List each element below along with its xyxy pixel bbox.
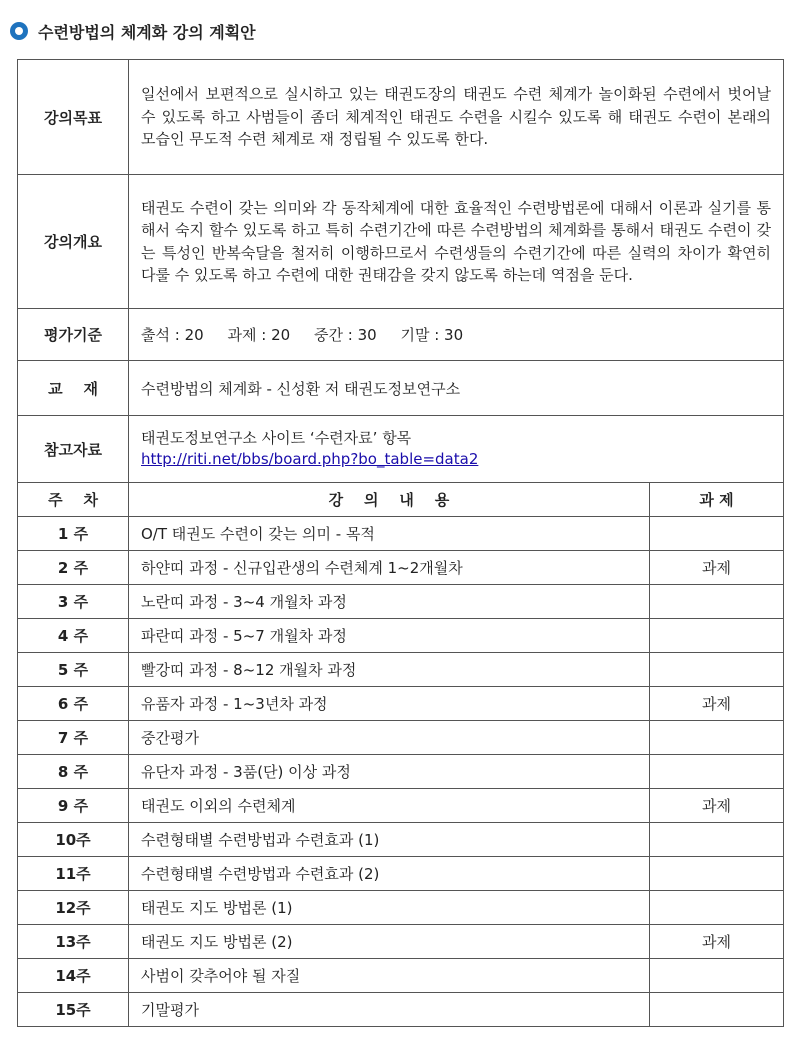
schedule-row [18,585,784,619]
week-cell: 2 주 [18,551,129,585]
assignment-cell [650,653,784,687]
goal-text: 일선에서 보편적으로 실시하고 있는 태권도장의 태권도 수련 체계가 놀이화된 수련에서 벗어날 수 있도록 하고 사범들이 좀더 체계적인 태권도 수련을 시킬수 있도록 해 태권도 수련이 본래의 모습인 무도적 수련 체계로 재 정립될 수 있도록 한다. [129,60,784,175]
assignment-cell: 과제 [650,687,784,721]
week-header: 주 차 [18,483,129,517]
week-cell: 11주 [18,857,129,891]
textbook-text: 수련방법의 체계화 - 신성환 저 태권도정보연구소 [129,361,784,416]
assignment-cell [650,585,784,619]
content-cell: 사범이 갖추어야 될 자질 [129,959,650,993]
content-cell: 노란띠 과정 - 3~4 개월차 과정 [129,585,650,619]
assignment-cell [650,755,784,789]
summary-label: 강의개요 [18,175,129,309]
schedule-row [18,755,784,789]
assignment-cell: 과제 [650,551,784,585]
reference-label: 참고자료 [18,416,129,483]
schedule-row [18,789,784,823]
schedule-row [18,653,784,687]
circle-bullet-icon [10,22,28,40]
reference-row [18,416,784,483]
assignment-cell [650,993,784,1027]
content-cell: 중간평가 [129,721,650,755]
section-header [10,20,256,42]
reference-text: 태권도정보연구소 사이트 ‘수련자료’ 항목 [141,429,412,447]
week-cell: 6 주 [18,687,129,721]
eval-row [18,309,784,361]
summary-row [18,175,784,309]
content-cell: O/T 태권도 수련이 갖는 의미 - 목적 [129,517,650,551]
assignment-cell [650,721,784,755]
lecture-plan-table [17,59,784,1027]
schedule-row [18,517,784,551]
assignment-cell [650,857,784,891]
goal-row [18,60,784,175]
week-cell: 5 주 [18,653,129,687]
week-cell: 15주 [18,993,129,1027]
textbook-label: 교 재 [18,361,129,416]
week-cell: 1 주 [18,517,129,551]
week-cell: 7 주 [18,721,129,755]
content-cell: 빨강띠 과정 - 8~12 개월차 과정 [129,653,650,687]
schedule-row [18,959,784,993]
schedule-row [18,823,784,857]
schedule-row [18,925,784,959]
week-cell: 9 주 [18,789,129,823]
assignment-cell: 과제 [650,925,784,959]
assignment-cell: 과제 [650,789,784,823]
week-cell: 14주 [18,959,129,993]
week-cell: 8 주 [18,755,129,789]
assignment-cell [650,517,784,551]
week-cell: 13주 [18,925,129,959]
assignment-cell [650,619,784,653]
content-cell: 기말평가 [129,993,650,1027]
content-cell: 수련형태별 수련방법과 수련효과 (2) [129,857,650,891]
schedule-row [18,993,784,1027]
assignment-cell [650,823,784,857]
schedule-row [18,891,784,925]
eval-text: 출석 : 20 과제 : 20 중간 : 30 기말 : 30 [129,309,784,361]
content-cell: 태권도 이외의 수련체계 [129,789,650,823]
eval-label: 평가기준 [18,309,129,361]
assignment-cell [650,891,784,925]
content-cell: 하얀띠 과정 - 신규입관생의 수련체계 1~2개월차 [129,551,650,585]
week-cell: 3 주 [18,585,129,619]
textbook-row [18,361,784,416]
section-title: 수련방법의 체계화 강의 계획안 [38,22,256,42]
content-cell: 태권도 지도 방법론 (2) [129,925,650,959]
reference-cell [129,416,784,483]
schedule-header-row [18,483,784,517]
content-header: 강 의 내 용 [129,483,650,517]
content-cell: 유품자 과정 - 1~3년차 과정 [129,687,650,721]
schedule-row [18,619,784,653]
assignment-cell [650,959,784,993]
week-cell: 12주 [18,891,129,925]
schedule-row [18,857,784,891]
schedule-row [18,721,784,755]
assignment-header: 과 제 [650,483,784,517]
week-cell: 4 주 [18,619,129,653]
schedule-row [18,551,784,585]
goal-label: 강의목표 [18,60,129,175]
schedule-row [18,687,784,721]
week-cell: 10주 [18,823,129,857]
reference-link[interactable]: http://riti.net/bbs/board.php?bo_table=data2 [141,450,479,468]
content-cell: 유단자 과정 - 3품(단) 이상 과정 [129,755,650,789]
content-cell: 파란띠 과정 - 5~7 개월차 과정 [129,619,650,653]
content-cell: 태권도 지도 방법론 (1) [129,891,650,925]
summary-text: 태권도 수련이 갖는 의미와 각 동작체계에 대한 효율적인 수련방법론에 대해서 이론과 실기를 통해서 숙지 할수 있도록 하고 특히 수련기간에 따른 수련방법의 체계화를 통해서 태권도 수련이 갖는 특성인 반복숙달을 철저히 이행하므로서 수련생들의 수련기간에 따른 실력의 차이가 확연히 다룰 수 있도록 하고 수련에 대한 권태감을 갖지 않도록 하는데 역점을 둔다. [129,175,784,309]
content-cell: 수련형태별 수련방법과 수련효과 (1) [129,823,650,857]
